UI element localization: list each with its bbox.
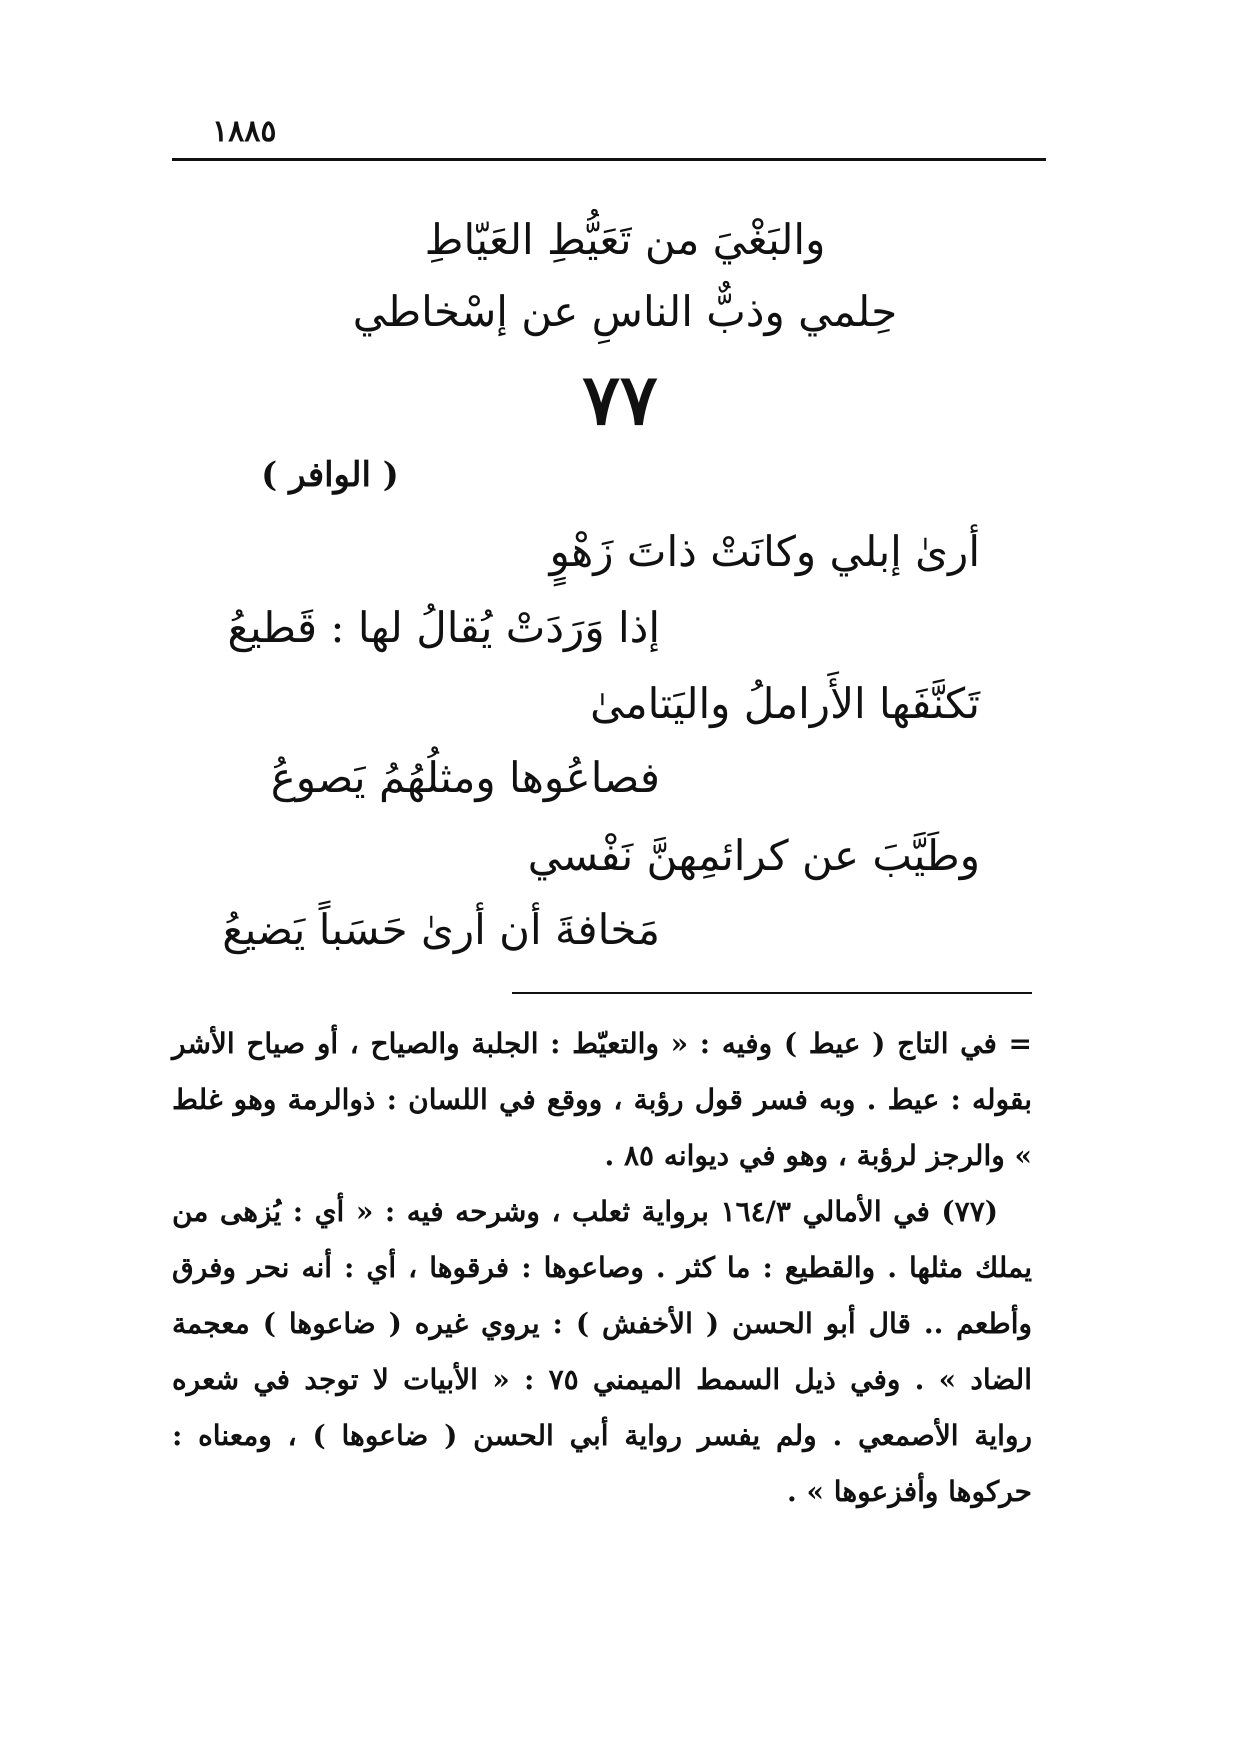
verse-1-first-hemistich: أرىٰ إبلي وكانَتْ ذاتَ زَهْوٍ [549,527,980,576]
footnotes [172,1016,1032,1520]
continued-verse-line-2: حِلمي وذبٌّ الناسِ عن إسْخاطي [352,287,898,336]
poem-meter: ( الوافر ) [261,455,399,495]
footnote-rule [512,992,1032,994]
footnote-77: (٧٧) في الأمالي ١٦٤/٣ برواية ثعلب ، وشرحه فيه : « أي : يُزهى من يملك مثلها . والقطيع : ما كثر . وصاعوها : فرقوها ، أي : أنه نحر وفرق وأطعم .. قال أبو الحسن ( الأخفش ) : يروي غيره ( ضاعوها ) معجمة الضاد » . وفي ذيل السمط الميمني ٧٥ : « الأبيات لا توجد في شعره رواية الأصمعي . ولم يفسر رواية أبي الحسن ( ضاعوها ) ، ومعناه : حركوها وأفزعوها » . [172,1195,1033,1508]
verse-2-second-hemistich: فصاعُوها ومثلُهُمُ يَصوعُ [270,753,660,802]
continued-verse-line-1: والبَغْيَ من تَعَيُّطِ العَيّاطِ [424,215,826,264]
page-number: ١٨٨٥ [212,114,277,149]
verse-3-second-hemistich: مَخافةَ أن أرىٰ حَسَباً يَضيعُ [222,905,660,954]
poem-number: ٧٧ [582,358,658,441]
verse-1-second-hemistich: إذا وَرَدَتْ يُقالُ لها : قَطيعُ [227,603,660,652]
footnote-continuation: = في التاج ( عيط ) وفيه : « والتعيّط : الجلبة والصياح ، أو صياح الأشر بقوله : عيط . وبه فسر قول رؤبة ، ووقع في اللسان : ذوالرمة وهو غلط » والرجز لرؤبة ، وهو في ديوانه ٨٥ . [172,1027,1032,1172]
header-rule [172,158,1046,161]
verse-3-first-hemistich: وطَيَّبَ عن كرائمِهنَّ نَفْسي [527,831,980,880]
verse-2-first-hemistich: تَكنَّفَها الأَراملُ واليَتامىٰ [590,679,980,728]
